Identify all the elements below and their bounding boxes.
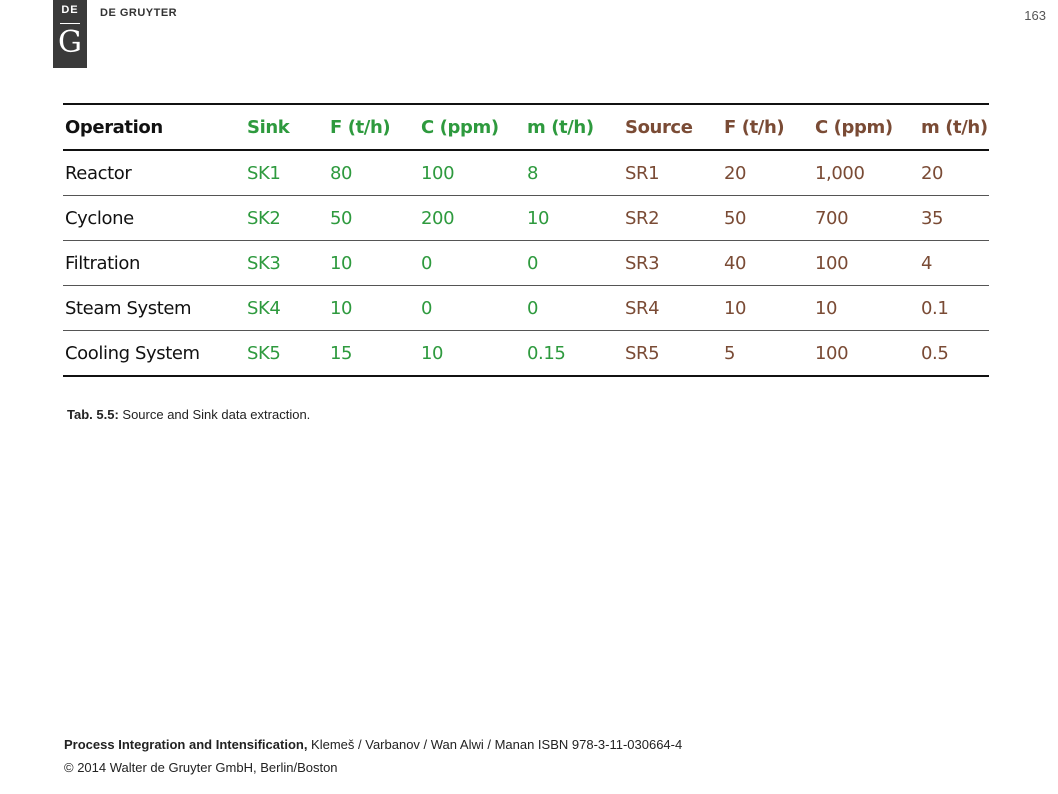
- cell-source-flow: 5: [722, 331, 813, 377]
- cell-sink-concentration: 10: [419, 331, 525, 377]
- book-title: Process Integration and Intensification,: [64, 737, 308, 752]
- cell-operation: Steam System: [63, 286, 245, 331]
- cell-source: SR3: [623, 241, 722, 286]
- header-operation: Operation: [63, 104, 245, 150]
- cell-sink-concentration: 0: [419, 241, 525, 286]
- header-sink: Sink: [245, 104, 328, 150]
- cell-sink-concentration: 100: [419, 150, 525, 196]
- cell-source-flow: 50: [722, 196, 813, 241]
- cell-source: SR5: [623, 331, 722, 377]
- header-source-mass-load: m (t/h): [919, 104, 989, 150]
- table-row: [63, 331, 989, 377]
- footer-citation: [64, 737, 682, 752]
- header-sink-mass-load: m (t/h): [525, 104, 623, 150]
- cell-operation: Cooling System: [63, 331, 245, 377]
- cell-sink-mass-load: 0.15: [525, 331, 623, 377]
- cell-source: SR4: [623, 286, 722, 331]
- cell-source-mass-load: 0.1: [919, 286, 989, 331]
- source-sink-table: [63, 103, 989, 377]
- cell-source-mass-load: 4: [919, 241, 989, 286]
- cell-sink-concentration: 0: [419, 286, 525, 331]
- table-header-row: [63, 104, 989, 150]
- cell-source-concentration: 10: [813, 286, 919, 331]
- cell-source: SR2: [623, 196, 722, 241]
- cell-sink-mass-load: 8: [525, 150, 623, 196]
- cell-sink-mass-load: 10: [525, 196, 623, 241]
- cell-source-mass-load: 0.5: [919, 331, 989, 377]
- cell-sink: SK5: [245, 331, 328, 377]
- cell-source-concentration: 1,000: [813, 150, 919, 196]
- cell-sink-flow: 50: [328, 196, 419, 241]
- caption-text: Source and Sink data extraction.: [118, 407, 311, 422]
- header-sink-flow: F (t/h): [328, 104, 419, 150]
- cell-sink-flow: 15: [328, 331, 419, 377]
- header-source-concentration: C (ppm): [813, 104, 919, 150]
- page-number: 163: [1024, 8, 1046, 23]
- cell-sink: SK1: [245, 150, 328, 196]
- table-row: [63, 196, 989, 241]
- publisher-name: DE GRUYTER: [100, 7, 178, 19]
- caption-label: Tab. 5.5:: [67, 407, 119, 422]
- book-details: Klemeš / Varbanov / Wan Alwi / Manan ISBN 978-3-11-030664-4: [307, 737, 683, 752]
- cell-source-concentration: 100: [813, 241, 919, 286]
- cell-sink-mass-load: 0: [525, 286, 623, 331]
- cell-source-flow: 20: [722, 150, 813, 196]
- table-row: [63, 286, 989, 331]
- cell-sink-flow: 10: [328, 286, 419, 331]
- table-row: [63, 150, 989, 196]
- cell-source: SR1: [623, 150, 722, 196]
- cell-source-flow: 40: [722, 241, 813, 286]
- publisher-logo: [53, 0, 87, 68]
- cell-operation: Filtration: [63, 241, 245, 286]
- cell-sink-flow: 10: [328, 241, 419, 286]
- cell-sink: SK4: [245, 286, 328, 331]
- cell-sink-mass-load: 0: [525, 241, 623, 286]
- header-source-flow: F (t/h): [722, 104, 813, 150]
- cell-source-concentration: 700: [813, 196, 919, 241]
- cell-operation: Cyclone: [63, 196, 245, 241]
- header-sink-concentration: C (ppm): [419, 104, 525, 150]
- cell-sink-flow: 80: [328, 150, 419, 196]
- cell-source-mass-load: 35: [919, 196, 989, 241]
- cell-source-mass-load: 20: [919, 150, 989, 196]
- logo-bottom-text: G: [58, 25, 82, 60]
- cell-source-flow: 10: [722, 286, 813, 331]
- cell-source-concentration: 100: [813, 331, 919, 377]
- cell-sink: SK3: [245, 241, 328, 286]
- cell-sink-concentration: 200: [419, 196, 525, 241]
- cell-operation: Reactor: [63, 150, 245, 196]
- table-row: [63, 241, 989, 286]
- header-source: Source: [623, 104, 722, 150]
- table-caption: [67, 407, 310, 422]
- logo-top-text: DE: [61, 4, 79, 16]
- cell-sink: SK2: [245, 196, 328, 241]
- logo-divider: [60, 23, 80, 24]
- footer-copyright: © 2014 Walter de Gruyter GmbH, Berlin/Boston: [64, 760, 338, 775]
